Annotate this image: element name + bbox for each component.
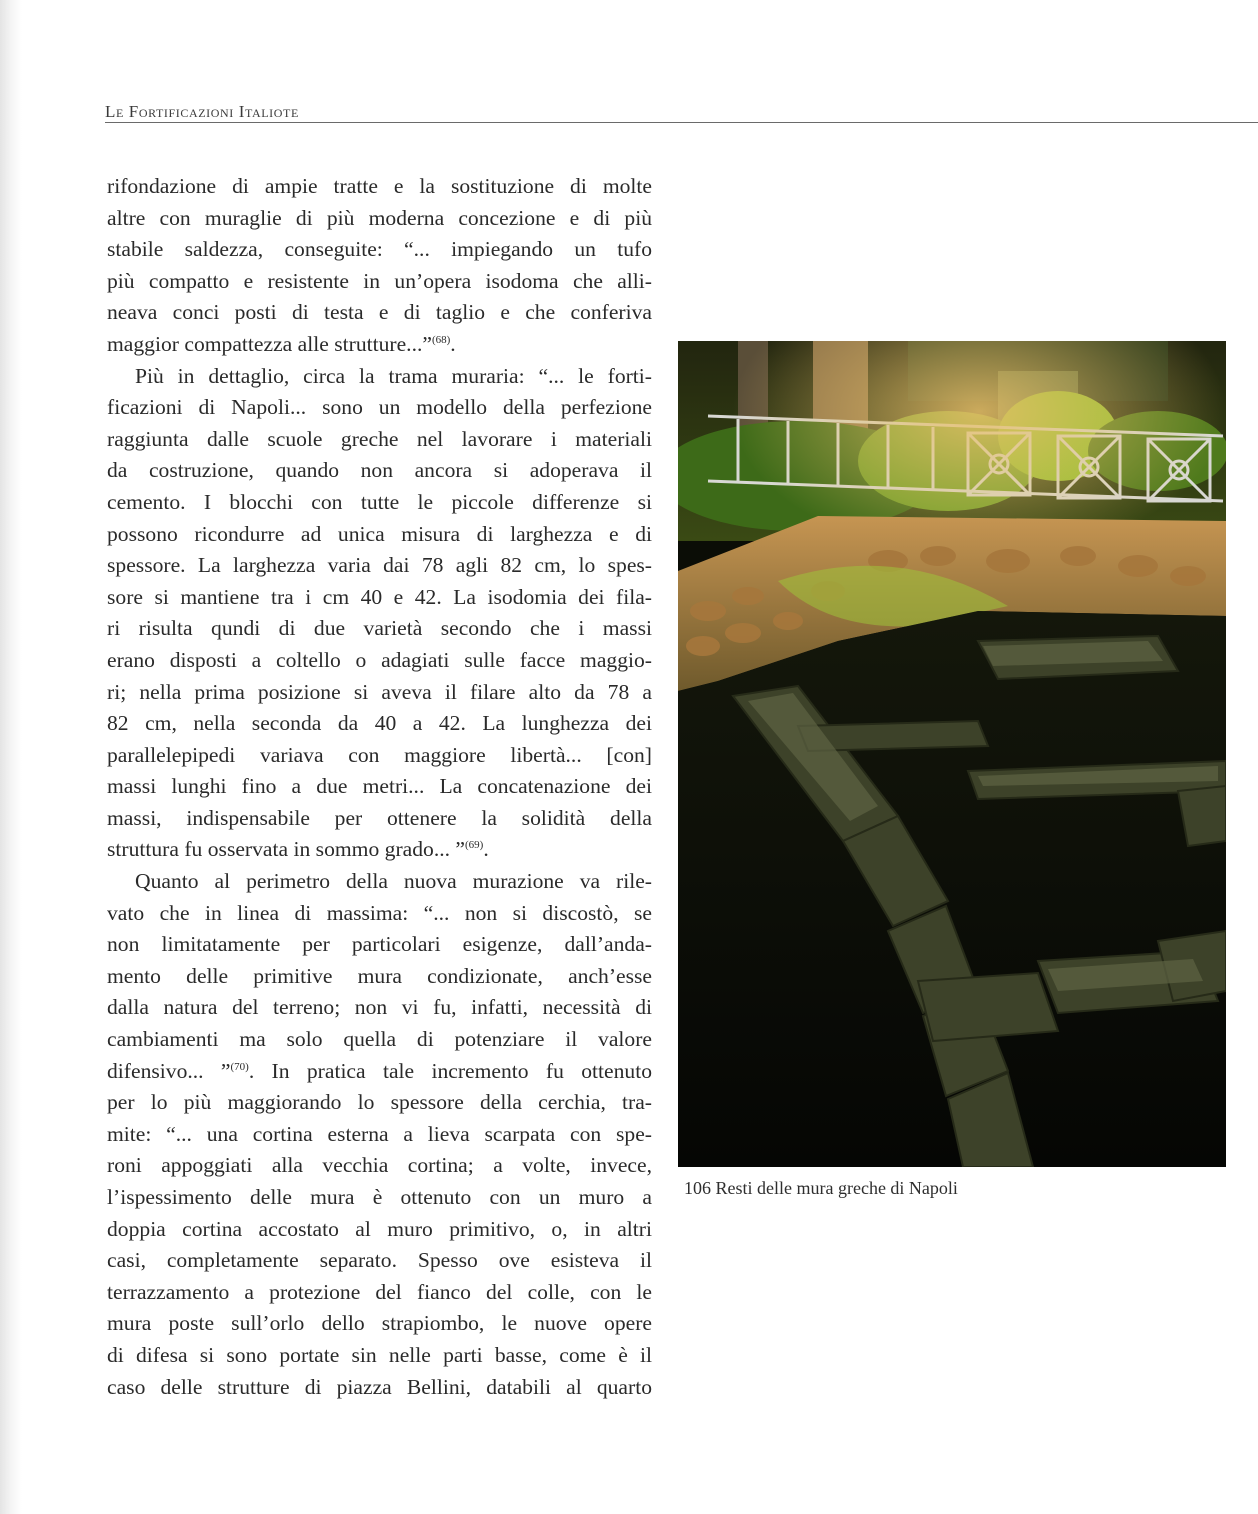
text-line	[107, 898, 652, 930]
photo-greek-walls-naples	[678, 341, 1226, 1167]
text-line	[107, 203, 652, 235]
text-line-content: massi lunghi fino a due metri... La concatenazione dei	[107, 774, 652, 799]
text-line-content: da costruzione, quando non ancora si adoperava il	[107, 458, 652, 483]
text-line-content: sore si mantiene tra i cm 40 e 42. La isodomia dei fila-	[107, 584, 652, 609]
text-line	[107, 329, 652, 361]
text-line	[107, 392, 652, 424]
text-line	[107, 613, 652, 645]
text-line-content: neava conci posti di testa e di taglio e che conferiva	[107, 300, 652, 325]
text-line-content: ri risulta qundi di due varietà secondo che i massi	[107, 616, 652, 641]
text-line-content: ri; nella prima posizione si aveva il filare alto da 78 a	[107, 679, 652, 704]
text-line-content: stabile saldezza, conseguite: “... impiegando un tufo	[107, 237, 652, 262]
text-line-content: parallelepipedi variava con maggiore libertà... [con]	[107, 742, 652, 767]
text-line	[107, 1214, 652, 1246]
text-line-content: Quanto al perimetro della nuova murazione va rile-	[135, 869, 652, 894]
text-line-content: cambiamenti ma solo quella di potenziare il valore	[107, 1027, 652, 1052]
text-line-content: casi, completamente separato. Spesso ove esisteva il	[107, 1248, 652, 1273]
text-line	[107, 1308, 652, 1340]
photo-illustration	[678, 341, 1226, 1167]
text-line	[107, 361, 652, 393]
text-line	[107, 866, 652, 898]
text-line-content: ficazioni di Napoli... sono un modello della perfezione	[107, 395, 652, 420]
text-line	[107, 455, 652, 487]
text-line	[107, 771, 652, 803]
text-line	[107, 708, 652, 740]
text-line-content: erano disposti a coltello o adagiati sulle facce maggio-	[107, 647, 652, 672]
text-line-content: possono ricondurre ad unica misura di larghezza e di	[107, 521, 652, 546]
header-rule	[105, 122, 1258, 123]
text-line	[107, 1245, 652, 1277]
text-line	[107, 424, 652, 456]
text-line	[107, 266, 652, 298]
text-line-content: mite: “... una cortina esterna a lieva scarpata con spe-	[107, 1121, 652, 1146]
text-line	[107, 1372, 652, 1404]
text-line	[107, 519, 652, 551]
running-header: Le Fortificazioni Italiote	[105, 102, 299, 121]
text-line-content: maggior compattezza alle strutture...”	[107, 331, 432, 356]
text-line	[107, 1340, 652, 1372]
text-line-content: vato che in linea di massima: “... non si discostò, se	[107, 900, 652, 925]
text-line	[107, 645, 652, 677]
text-line	[107, 297, 652, 329]
text-line	[107, 1119, 652, 1151]
text-line-content: difensivo... ”	[107, 1058, 231, 1083]
text-line	[107, 1150, 652, 1182]
figure-caption: 106 Resti delle mura greche di Napoli	[684, 1178, 958, 1198]
text-line-content: cemento. I blocchi con tutte le piccole differenze si	[107, 489, 652, 514]
text-line	[107, 234, 652, 266]
footnote-ref: (68)	[431, 333, 451, 346]
text-line	[107, 1277, 652, 1309]
text-line-content: per lo più maggiorando lo spessore della cerchia, tra-	[107, 1090, 652, 1115]
text-line	[107, 929, 652, 961]
text-line	[107, 961, 652, 993]
text-line-content: struttura fu osservata in sommo grado... ”	[107, 837, 466, 862]
text-line	[107, 834, 652, 866]
footnote-ref: (70)	[230, 1060, 249, 1073]
text-line-tail: .	[450, 331, 456, 356]
text-line-content: doppia cortina accostato al muro primitivo, o, in altri	[107, 1216, 652, 1241]
text-line	[107, 1024, 652, 1056]
footnote-ref: (69)	[465, 839, 484, 852]
text-line-content: caso delle strutture di piazza Bellini, databili al quarto	[107, 1374, 652, 1399]
text-line-content: 82 cm, nella seconda da 40 a 42. La lunghezza dei	[107, 711, 652, 736]
text-line	[107, 677, 652, 709]
text-line	[107, 171, 652, 203]
text-line	[107, 803, 652, 835]
text-line-content: l’ispessimento delle mura è ottenuto con un muro a	[107, 1185, 652, 1209]
text-line	[107, 1087, 652, 1119]
text-line-tail: .	[483, 837, 489, 862]
text-line	[107, 550, 652, 582]
text-line-content: Più in dettaglio, circa la trama muraria: “... le forti-	[135, 363, 652, 388]
text-line	[107, 487, 652, 519]
text-line-content: di difesa si sono portate sin nelle parti basse, come è il	[107, 1342, 652, 1367]
page-edge-shadow	[0, 0, 22, 1514]
text-line	[107, 1056, 652, 1088]
text-line	[107, 582, 652, 614]
text-line-content: mento delle primitive mura condizionate, anch’esse	[107, 963, 652, 988]
body-text	[107, 171, 652, 1403]
text-line-content: mura poste sull’orlo dello strapiombo, le nuove opere	[107, 1311, 652, 1336]
text-line-content: spessore. La larghezza varia dai 78 agli 82 cm, lo spes-	[107, 553, 652, 578]
text-line-tail: . In pratica tale incremento fu ottenuto	[248, 1058, 652, 1083]
text-line-content: raggiunta dalle scuole greche nel lavorare i materiali	[107, 426, 652, 451]
text-line	[107, 740, 652, 772]
text-line-content: altre con muraglie di più moderna concezione e di più	[107, 205, 652, 230]
text-line-content: massi, indispensabile per ottenere la solidità della	[107, 805, 652, 830]
text-line-content: terrazzamento a protezione del fianco del colle, con le	[107, 1279, 652, 1304]
text-line-content: non limitatamente per particolari esigenze, dall’anda-	[107, 932, 652, 957]
text-line-content: più compatto e resistente in un’opera isodoma che alli-	[107, 268, 652, 293]
text-line-content: dalla natura del terreno; non vi fu, infatti, necessità di	[107, 995, 652, 1020]
text-line	[107, 1182, 652, 1214]
text-line	[107, 992, 652, 1024]
text-line-content: roni appoggiati alla vecchia cortina; a volte, invece,	[107, 1153, 652, 1178]
text-line-content: rifondazione di ampie tratte e la sostituzione di molte	[107, 174, 652, 198]
